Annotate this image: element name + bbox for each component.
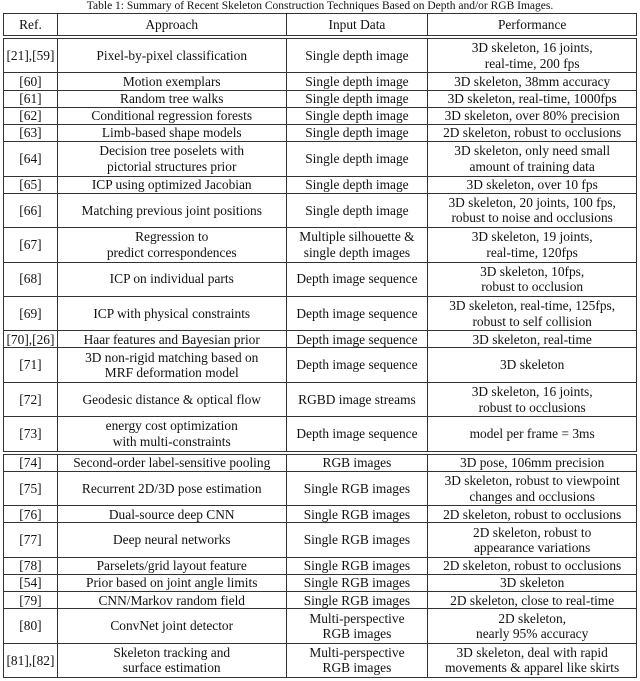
table-row [4, 557, 637, 574]
table-row [4, 382, 637, 416]
input-data-cell: Single RGB images [286, 523, 428, 557]
input-data-cell: Depth image sequence [286, 348, 428, 382]
header-ref: Ref. [4, 14, 58, 38]
table-caption: Table 1: Summary of Recent Skeleton Construction Techniques Based on Depth and/or RGB Images. [86, 0, 554, 12]
table-row [4, 176, 637, 193]
input-data-cell: Multi-perspective RGB images [286, 609, 428, 643]
approach-cell: ICP using optimized Jacobian [57, 176, 286, 193]
approach-cell: Decision tree poselets with pictorial structures prior [57, 142, 286, 176]
ref-cell: [74] [4, 453, 58, 472]
performance-cell: 3D skeleton [428, 348, 637, 382]
performance-cell: 3D pose, 106mm precision [428, 453, 637, 472]
table-row [4, 37, 637, 73]
approach-cell: Conditional regression forests [57, 107, 286, 124]
performance-cell: 3D skeleton, over 80% precision [428, 107, 637, 124]
input-data-cell: Single depth image [286, 124, 428, 141]
ref-cell: [21],[59] [4, 37, 58, 73]
approach-cell: Prior based on joint angle limits [57, 574, 286, 591]
input-data-cell: RGB images [286, 453, 428, 472]
approach-cell: Dual-source deep CNN [57, 506, 286, 523]
ref-cell: [64] [4, 142, 58, 176]
rgb-methods-group [4, 453, 637, 678]
table-row [4, 417, 637, 453]
ref-cell: [65] [4, 176, 58, 193]
input-data-cell: Single depth image [286, 142, 428, 176]
approach-cell: ICP on individual parts [57, 262, 286, 296]
input-data-cell: Single RGB images [286, 574, 428, 591]
performance-cell: 2D skeleton, robust to occlusions [428, 557, 637, 574]
performance-cell: 3D skeleton, 38mm accuracy [428, 73, 637, 90]
table-row [4, 331, 637, 348]
ref-cell: [63] [4, 124, 58, 141]
table-row [4, 643, 637, 677]
input-data-cell: Single RGB images [286, 506, 428, 523]
performance-cell: 2D skeleton, robust to occlusions [428, 124, 637, 141]
ref-cell: [77] [4, 523, 58, 557]
performance-cell: 3D skeleton, 19 joints, real-time, 120fps [428, 228, 637, 262]
approach-cell: Geodesic distance & optical flow [57, 382, 286, 416]
depth-methods-group [4, 37, 637, 453]
table-row [4, 124, 637, 141]
table-row [4, 574, 637, 591]
ref-cell: [80] [4, 609, 58, 643]
approach-cell: Skeleton tracking and surface estimation [57, 643, 286, 677]
approach-cell: Matching previous joint positions [57, 193, 286, 227]
approach-cell: Random tree walks [57, 90, 286, 107]
performance-cell: 2D skeleton, close to real-time [428, 592, 637, 609]
approach-cell: Recurrent 2D/3D pose estimation [57, 471, 286, 505]
input-data-cell: Single depth image [286, 37, 428, 73]
table-row [4, 592, 637, 609]
input-data-cell: Single depth image [286, 193, 428, 227]
approach-cell: ICP with physical constraints [57, 296, 286, 330]
performance-cell: 3D skeleton, over 10 fps [428, 176, 637, 193]
ref-cell: [54] [4, 574, 58, 591]
table-row [4, 523, 637, 557]
input-data-cell: Single depth image [286, 73, 428, 90]
input-data-cell: Depth image sequence [286, 296, 428, 330]
ref-cell: [73] [4, 417, 58, 453]
approach-cell: Limb-based shape models [57, 124, 286, 141]
ref-cell: [70],[26] [4, 331, 58, 348]
ref-cell: [62] [4, 107, 58, 124]
performance-cell: 2D skeleton, robust to appearance variations [428, 523, 637, 557]
ref-cell: [78] [4, 557, 58, 574]
approach-cell: Motion exemplars [57, 73, 286, 90]
table-row [4, 262, 637, 296]
performance-cell: model per frame = 3ms [428, 417, 637, 453]
input-data-cell: Multiple silhouette & single depth images [286, 228, 428, 262]
ref-cell: [61] [4, 90, 58, 107]
table-row [4, 471, 637, 505]
table-row [4, 142, 637, 176]
input-data-cell: Single RGB images [286, 592, 428, 609]
input-data-cell: Single depth image [286, 176, 428, 193]
approach-cell: energy cost optimization with multi-constraints [57, 417, 286, 453]
table-row [4, 193, 637, 227]
ref-cell: [69] [4, 296, 58, 330]
performance-cell: 3D skeleton, 20 joints, 100 fps, robust to noise and occlusions [428, 193, 637, 227]
table-row [4, 348, 637, 382]
header-approach: Approach [57, 14, 286, 38]
ref-cell: [60] [4, 73, 58, 90]
input-data-cell: Depth image sequence [286, 262, 428, 296]
approach-cell: Deep neural networks [57, 523, 286, 557]
approach-cell: Regression to predict correspondences [57, 228, 286, 262]
table-row [4, 107, 637, 124]
performance-cell: 2D skeleton, nearly 95% accuracy [428, 609, 637, 643]
approach-cell: Haar features and Bayesian prior [57, 331, 286, 348]
input-data-cell: Single depth image [286, 90, 428, 107]
table-row [4, 453, 637, 472]
table-row [4, 506, 637, 523]
input-data-cell: Depth image sequence [286, 331, 428, 348]
input-data-cell: Depth image sequence [286, 417, 428, 453]
performance-cell: 3D skeleton, 10fps, robust to occlusion [428, 262, 637, 296]
ref-cell: [81],[82] [4, 643, 58, 677]
ref-cell: [68] [4, 262, 58, 296]
table-row [4, 90, 637, 107]
skeleton-techniques-table [3, 13, 637, 678]
approach-cell: 3D non-rigid matching based on MRF deformation model [57, 348, 286, 382]
ref-cell: [71] [4, 348, 58, 382]
approach-cell: ConvNet joint detector [57, 609, 286, 643]
approach-cell: CNN/Markov random field [57, 592, 286, 609]
header-performance: Performance [428, 14, 637, 38]
performance-cell: 3D skeleton, 16 joints, real-time, 200 fps [428, 37, 637, 73]
ref-cell: [79] [4, 592, 58, 609]
ref-cell: [76] [4, 506, 58, 523]
approach-cell: Pixel-by-pixel classification [57, 37, 286, 73]
table-row [4, 296, 637, 330]
approach-cell: Second-order label-sensitive pooling [57, 453, 286, 472]
input-data-cell: Single depth image [286, 107, 428, 124]
ref-cell: [72] [4, 382, 58, 416]
performance-cell: 3D skeleton, real-time, 1000fps [428, 90, 637, 107]
input-data-cell: Single RGB images [286, 471, 428, 505]
performance-cell: 3D skeleton, real-time, 125fps, robust to self collision [428, 296, 637, 330]
performance-cell: 3D skeleton, robust to viewpoint changes and occlusions [428, 471, 637, 505]
table-row [4, 228, 637, 262]
table-header-row [4, 14, 637, 38]
ref-cell: [67] [4, 228, 58, 262]
input-data-cell: Multi-perspective RGB images [286, 643, 428, 677]
performance-cell: 3D skeleton [428, 574, 637, 591]
ref-cell: [66] [4, 193, 58, 227]
approach-cell: Parselets/grid layout feature [57, 557, 286, 574]
table-row [4, 73, 637, 90]
performance-cell: 3D skeleton, only need small amount of training data [428, 142, 637, 176]
input-data-cell: Single RGB images [286, 557, 428, 574]
performance-cell: 3D skeleton, 16 joints, robust to occlusions [428, 382, 637, 416]
input-data-cell: RGBD image streams [286, 382, 428, 416]
performance-cell: 3D skeleton, deal with rapid movements & apparel like skirts [428, 643, 637, 677]
performance-cell: 2D skeleton, robust to occlusions [428, 506, 637, 523]
ref-cell: [75] [4, 471, 58, 505]
performance-cell: 3D skeleton, real-time [428, 331, 637, 348]
table-row [4, 609, 637, 643]
header-input-data: Input Data [286, 14, 428, 38]
